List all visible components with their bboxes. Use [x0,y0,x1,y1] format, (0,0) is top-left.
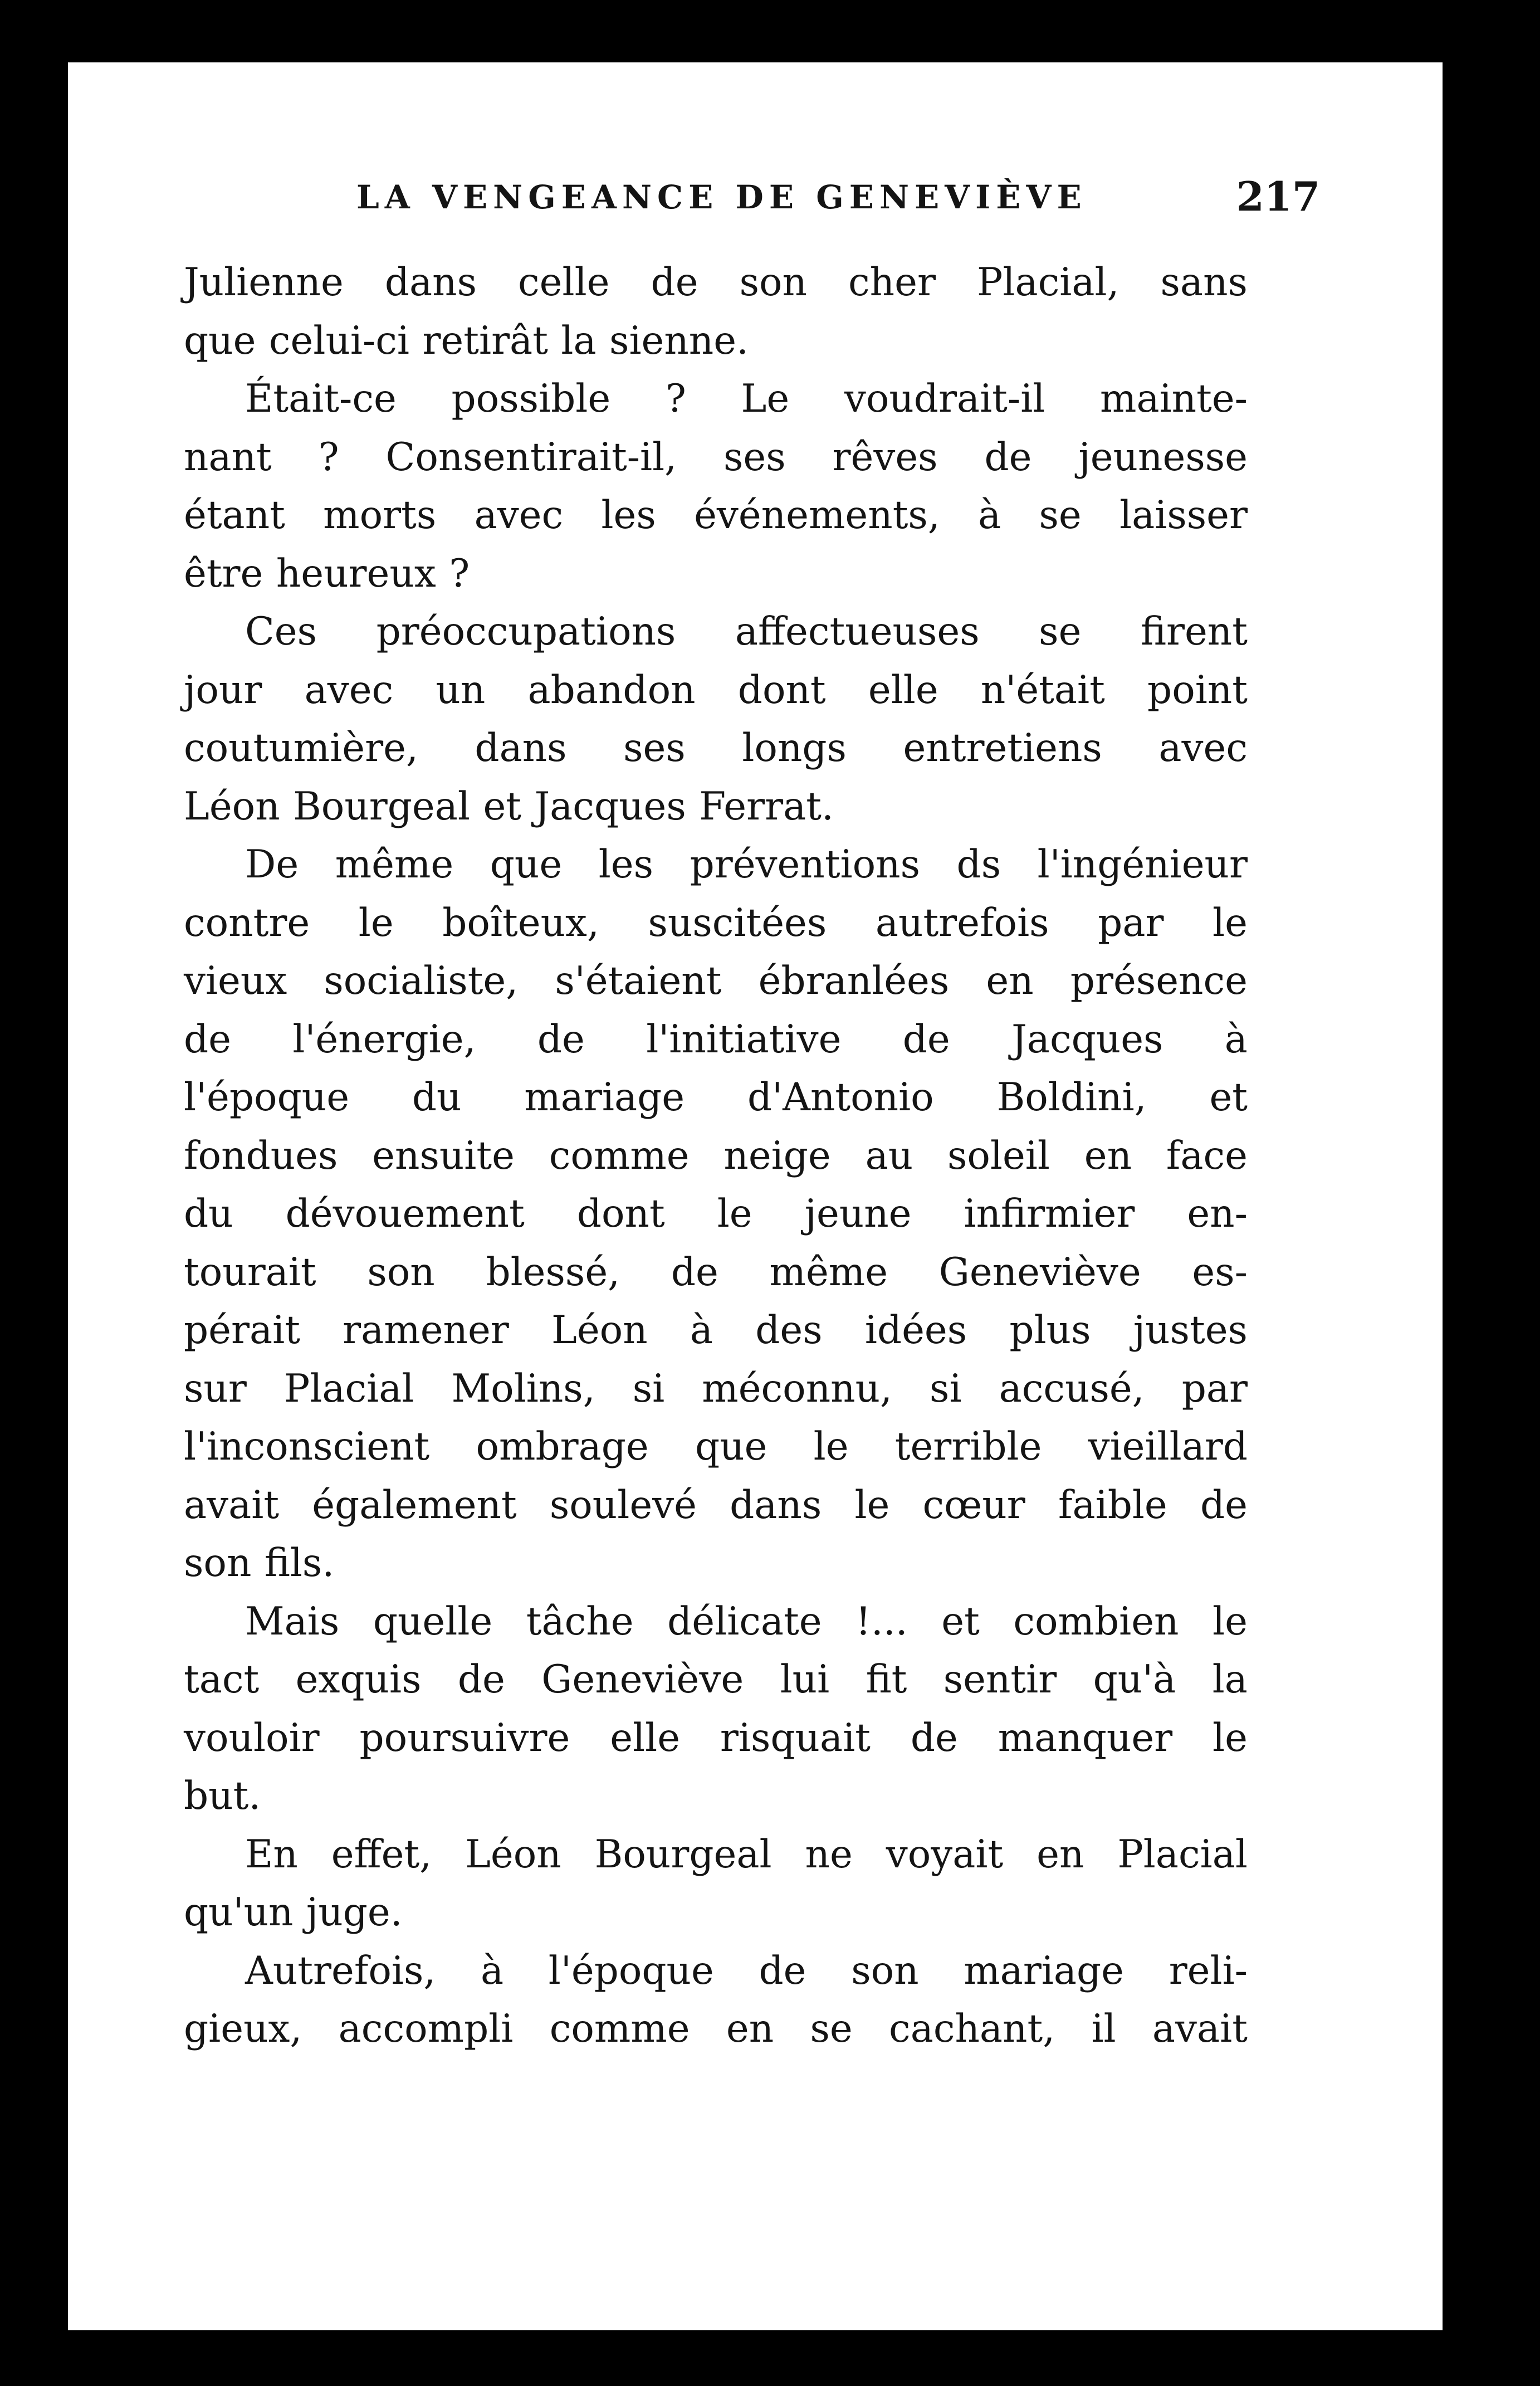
word: but. [184,1774,261,1818]
text-line [184,1185,1248,1243]
word: celui-ci [268,318,409,363]
word: ? [318,435,339,480]
word: par [1181,1366,1248,1411]
word: son [367,1250,435,1295]
word: à [1224,1017,1248,1062]
word: cher [848,260,936,305]
word: comme [549,1133,690,1178]
word: du [184,1192,233,1236]
word: l'énergie, [292,1017,476,1062]
word: ses [723,435,786,480]
word: que [695,1424,767,1469]
text-line [184,1709,1248,1768]
running-title: LA VENGEANCE DE GENEVIÈVE [356,178,1087,216]
word: cachant, [889,2007,1055,2051]
word: de [902,1017,950,1062]
word: vieillard [1088,1424,1248,1469]
word: quelle [373,1599,493,1644]
word: voyait [886,1832,1004,1877]
word: possible [451,377,611,421]
word: en [1037,1832,1084,1877]
word: es- [1192,1250,1248,1295]
text-line [184,1301,1248,1360]
text-line [184,253,1248,312]
scan-border [0,0,68,2386]
word: mariage [524,1075,685,1120]
word: Léon [551,1308,648,1353]
word: entretiens [903,726,1102,770]
word: étant [184,493,285,538]
word: mainte- [1100,377,1248,421]
word: sur [184,1366,247,1411]
word: Bourgeal [594,1832,772,1877]
word: en [986,959,1034,1003]
text-line [184,2000,1248,2058]
word: le [1213,1715,1248,1760]
word: jeunesse [1078,435,1248,480]
word: avait [184,1482,280,1528]
word: le [1213,1599,1248,1644]
word: en [726,2007,774,2051]
word: mariage [964,1948,1125,1993]
word: Julienne [184,260,344,305]
word: Était-ce [245,377,397,421]
word: comme [549,2007,690,2051]
word: plus [1009,1308,1091,1353]
word: abandon [527,667,696,713]
word: dévouement [285,1192,525,1236]
word: faible [1058,1482,1167,1528]
word: combien [1013,1599,1179,1644]
word: également [312,1482,517,1528]
word: manquer [998,1715,1173,1760]
word: sans [1160,260,1248,305]
word: du [412,1075,462,1120]
word: si [632,1366,665,1411]
word: fils. [264,1541,335,1585]
text-line [184,894,1248,953]
word: Le [741,377,790,421]
word: avec [474,493,564,538]
text-line [184,428,1248,487]
word: Placial, [976,260,1119,305]
word: événements, [694,493,940,538]
word: nant [184,435,272,480]
word: son [851,1948,919,1993]
word: Geneviève [541,1657,744,1702]
word: jour [184,667,262,713]
word: contre [184,900,310,945]
word: Jacques [1011,1017,1163,1062]
word: jeune [804,1192,912,1236]
text-line [184,1826,1248,1884]
word: l'époque [184,1075,350,1120]
word: fondues [184,1133,338,1178]
word: Bourgeal [293,784,470,829]
word: avec [1158,726,1248,770]
word: se [810,2007,853,2051]
word: par [1098,900,1164,945]
word: de [984,435,1032,480]
word: infirmier [964,1192,1135,1236]
word: présence [1070,959,1248,1003]
word: Mais [245,1599,340,1644]
text-line [184,952,1248,1011]
word: les [601,493,656,538]
word: fit [866,1657,907,1702]
word: juge. [306,1890,403,1935]
word: dans [384,260,477,305]
word: ne [805,1832,853,1877]
text-line [184,486,1248,545]
text-line [184,1593,1248,1651]
word: méconnu, [702,1366,892,1411]
word: laisser [1119,493,1248,538]
word: Ces [245,609,317,654]
word: sienne. [609,318,749,363]
text-line [184,1476,1248,1535]
word: son [184,1541,252,1585]
word: firent [1140,609,1248,654]
word: d'Antonio [747,1075,934,1120]
word: tourait [184,1250,316,1295]
word: Molins, [451,1366,595,1411]
text-line [184,1534,1248,1593]
body-text [184,253,1248,2058]
word: heureux [276,551,436,596]
running-head [290,166,1320,222]
word: et [483,784,521,829]
word: elle [868,667,938,713]
word: des [755,1308,823,1353]
text-line [184,1360,1248,1418]
word: qu'à [1093,1657,1176,1702]
word: accompli [338,2007,514,2051]
word: de [457,1657,505,1702]
word: reli- [1169,1948,1248,1993]
word: l'initiative [646,1017,842,1062]
word: effet, [331,1832,432,1877]
word: suscitées [648,900,827,945]
text-line [184,719,1248,778]
text-line [184,1651,1248,1709]
word: tâche [526,1599,634,1644]
word: le [717,1192,752,1236]
word: ? [665,377,686,421]
word: Léon [465,1832,561,1877]
word: Consentirait-il, [385,435,677,480]
text-line [184,370,1248,428]
word: elle [610,1715,681,1760]
word: ébranlées [758,959,950,1003]
word: le [813,1424,849,1469]
word: point [1147,667,1248,713]
word: se [1039,493,1082,538]
word: en- [1187,1192,1248,1236]
text-line [184,1127,1248,1185]
word: la [561,318,597,363]
word: cœur [922,1482,1025,1528]
word: et [1209,1075,1248,1120]
word: Placial [1117,1832,1248,1877]
word: son [739,260,807,305]
word: à [690,1308,713,1353]
word: ds [956,842,1001,887]
word: idées [864,1308,967,1353]
text-line [184,836,1248,894]
text-line [184,1884,1248,1942]
text-line [184,778,1248,836]
word: !... [855,1599,908,1644]
word: ensuite [372,1133,515,1178]
word: Boldini, [996,1075,1147,1120]
word: coutumière, [184,726,418,770]
word: de [184,1017,232,1062]
word: exquis [295,1657,422,1702]
word: dont [737,667,826,713]
word: qu'un [184,1890,294,1935]
word: se [1039,609,1082,654]
word: justes [1133,1308,1248,1353]
word: poursuivre [359,1715,570,1760]
word: délicate [667,1599,822,1644]
word: soleil [947,1133,1050,1178]
word: le [1213,900,1248,945]
word: Placial [283,1366,414,1411]
word: De [245,842,299,887]
word: accusé, [999,1366,1145,1411]
word: socialiste, [324,959,519,1003]
word: soulevé [549,1482,697,1528]
word: vouloir [184,1715,320,1760]
word: voudrait-il [844,377,1045,421]
word: préoccupations [376,609,676,654]
word: Léon [184,784,280,829]
word: l'inconscient [184,1424,430,1469]
word: de [671,1250,718,1295]
text-line [184,545,1248,603]
word: les [598,842,654,887]
word: blessé, [486,1250,620,1295]
word: Ferrat. [699,784,834,829]
text-line [184,661,1248,720]
word: ? [449,551,470,596]
word: au [865,1133,913,1178]
word: ses [623,726,686,770]
text-line [184,1418,1248,1476]
text-line [184,1068,1248,1127]
word: autrefois [875,900,1049,945]
word: la [1212,1657,1248,1702]
word: ombrage [476,1424,649,1469]
word: neige [723,1133,831,1178]
word: terrible [894,1424,1042,1469]
word: l'ingénieur [1037,842,1248,887]
word: le [854,1482,890,1528]
word: même [769,1250,888,1295]
word: gieux, [184,2007,302,2051]
word: de [1200,1482,1248,1528]
word: retirât [422,318,548,363]
text-line [184,603,1248,661]
page-number: 217 [1236,173,1320,220]
word: à [480,1948,504,1993]
word: de [651,260,698,305]
word: un [436,667,486,713]
word: Jacques [534,784,686,829]
word: si [930,1366,962,1411]
word: il [1091,2007,1116,2051]
word: que [184,318,256,363]
word: pérait [184,1308,300,1353]
word: de [910,1715,958,1760]
word: ramener [343,1308,509,1353]
word: avec [304,667,394,713]
word: dont [576,1192,665,1236]
word: le [358,900,394,945]
word: que [490,842,563,887]
text-line [184,312,1248,370]
text-line [184,1767,1248,1826]
word: s'étaient [555,959,722,1003]
word: en [1084,1133,1132,1178]
word: dans [475,726,567,770]
word: celle [518,260,610,305]
word: et [941,1599,980,1644]
word: tact [184,1657,260,1702]
text-line [184,1942,1248,2000]
text-line [184,1243,1248,1302]
word: morts [323,493,437,538]
word: face [1166,1133,1248,1178]
word: lui [780,1657,830,1702]
word: dans [730,1482,822,1528]
word: longs [742,726,847,770]
word: n'était [980,667,1105,713]
word: de [759,1948,806,1993]
word: boîteux, [442,900,599,945]
word: préventions [690,842,921,887]
word: de [537,1017,585,1062]
word: En [245,1832,298,1877]
word: sentir [943,1657,1057,1702]
word: risquait [720,1715,871,1760]
word: l'époque [548,1948,714,1993]
word: rêves [832,435,938,480]
word: avait [1152,2007,1248,2051]
word: affectueuses [735,609,980,654]
text-line [184,1011,1248,1069]
word: vieux [184,959,287,1003]
word: à [978,493,1001,538]
word: être [184,551,263,596]
word: même [335,842,454,887]
word: Autrefois, [245,1948,436,1993]
word: Geneviève [938,1250,1141,1295]
